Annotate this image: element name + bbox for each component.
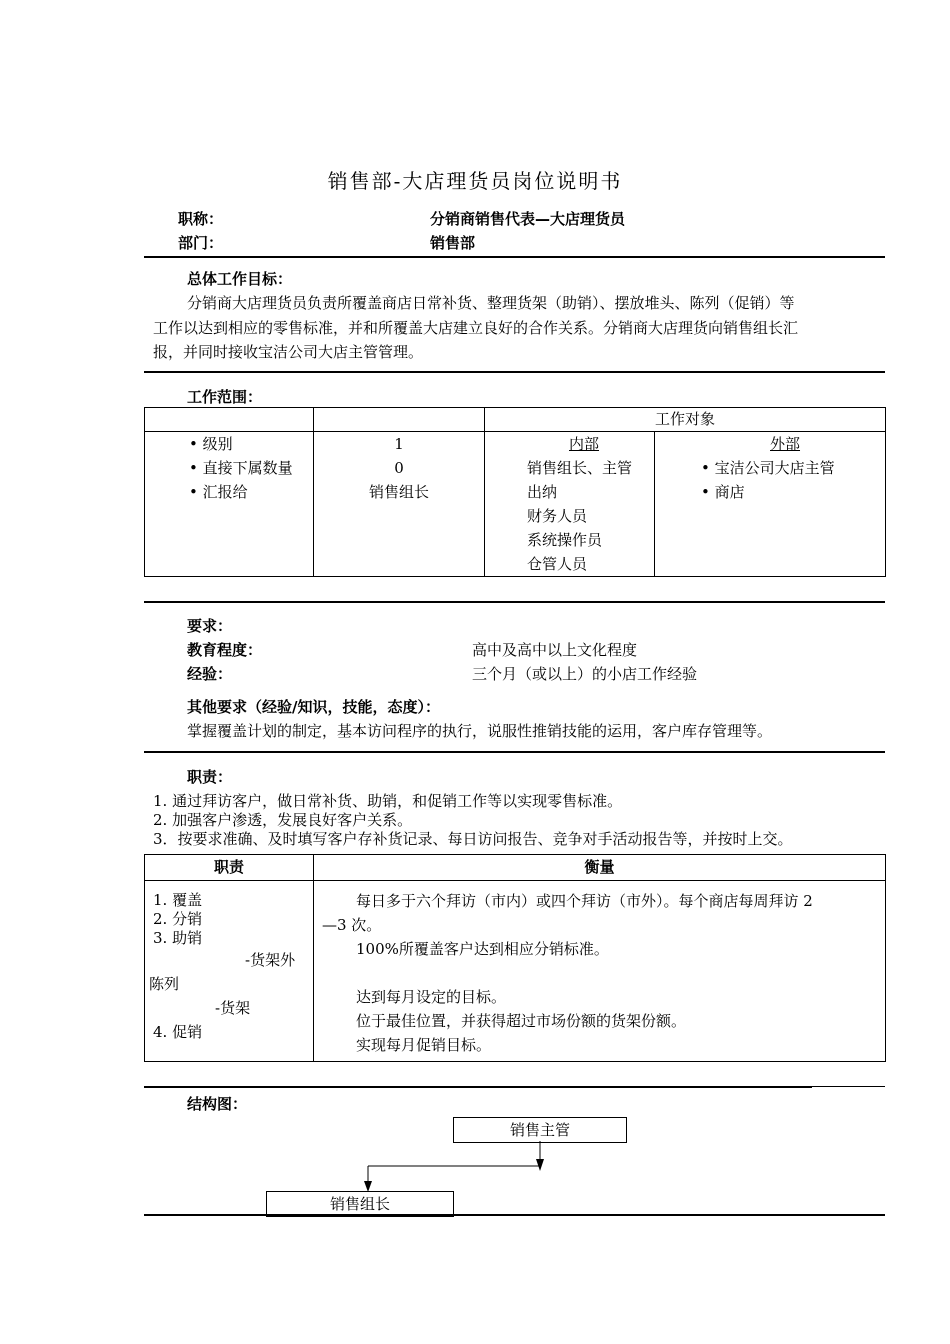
scope-heading: 工作范围： — [187, 388, 263, 406]
external-cell — [655, 432, 886, 577]
internal-item: 出纳 — [527, 483, 558, 501]
measure-line: 100%所覆盖客户达到相应分销标准。 — [356, 940, 609, 958]
document-title: 销售部-大店理货员岗位说明书 — [327, 169, 623, 193]
dept-label: 部门： — [178, 234, 224, 252]
internal-title: 内部 — [569, 435, 600, 453]
experience-value: 三个月（或以上）的小店工作经验 — [472, 665, 698, 683]
requirements-heading: 要求： — [187, 617, 233, 635]
education-value: 高中及高中以上文化程度 — [472, 641, 638, 659]
scope-item: • 直接下属数量 — [189, 459, 293, 477]
measure-line: 每日多于六个拜访（市内）或四个拜访（市外）。每个商店每周拜访 2 — [356, 892, 813, 910]
internal-item: 财务人员 — [527, 507, 588, 525]
measure-cell — [314, 881, 886, 1062]
work-object-header: 工作对象 — [485, 408, 886, 432]
goal-line: 报，并同时接收宝洁公司大店主管管理。 — [153, 343, 424, 361]
measure-line: 实现每月促销目标。 — [356, 1036, 492, 1054]
duty-line: -货架外 — [245, 951, 296, 969]
external-title: 外部 — [770, 435, 801, 453]
duty-cell — [145, 881, 314, 1062]
goal-line: 分销商大店理货员负责所覆盖商店日常补货、整理货架（助销）、摆放堆头、陈列（促销）等 — [187, 294, 795, 312]
divider — [144, 751, 885, 753]
scope-value: 销售组长 — [368, 483, 429, 501]
scope-header-blank — [145, 408, 314, 432]
scope-items-cell — [145, 432, 314, 577]
divider — [812, 1086, 885, 1087]
divider — [144, 601, 885, 603]
dept-value: 销售部 — [430, 234, 476, 252]
goal-heading: 总体工作目标： — [187, 270, 293, 288]
experience-label: 经验： — [187, 665, 233, 683]
scope-item: • 级别 — [189, 435, 233, 453]
internal-cell — [485, 432, 655, 577]
divider — [144, 1086, 812, 1088]
scope-table — [144, 407, 886, 577]
scope-value: 0 — [394, 459, 404, 477]
scope-value: 1 — [394, 435, 404, 453]
duty-line: -货架 — [215, 999, 251, 1017]
internal-item: 系统操作员 — [527, 531, 603, 549]
internal-item: 仓管人员 — [527, 555, 588, 573]
scope-header-blank — [314, 408, 485, 432]
org-box-supervisor: 销售主管 — [453, 1117, 627, 1143]
duty-line: 3. 助销 — [153, 929, 203, 947]
external-item: • 宝洁公司大店主管 — [701, 459, 835, 477]
measure-spacer — [322, 961, 885, 985]
goal-line: 工作以达到相应的零售标准，并和所覆盖大店建立良好的合作关系。分销商大店理货向销售组长汇 — [153, 319, 799, 337]
scope-values-cell — [314, 432, 485, 577]
duty-line: 陈列 — [149, 975, 180, 993]
duties-heading: 职责： — [187, 768, 233, 786]
measure-line: —3 次。 — [322, 916, 382, 934]
duty-line: 2. 分销 — [153, 910, 203, 928]
other-requirements-text: 掌握覆盖计划的制定，基本访问程序的执行，说服性推销技能的运用，客户库存管理等。 — [187, 722, 773, 740]
divider — [144, 1214, 885, 1216]
measure-line: 位于最佳位置，并获得超过市场份额的货架份额。 — [356, 1012, 687, 1030]
position-value: 分销商销售代表—大店理货员 — [430, 210, 626, 228]
education-label: 教育程度： — [187, 641, 263, 659]
external-item: • 商店 — [701, 483, 745, 501]
structure-heading: 结构图： — [187, 1095, 248, 1113]
divider — [144, 371, 885, 373]
org-connector — [360, 1141, 550, 1193]
duty-list-item: 3．按要求准确、及时填写客户存补货记录、每日访问报告、竞争对手活动报告等，并按时上交。 — [153, 830, 793, 848]
position-label: 职称： — [178, 210, 224, 228]
duty-list-item: 2. 加强客户渗透，发展良好客户关系。 — [153, 811, 413, 829]
divider — [144, 256, 885, 258]
duties-table — [144, 854, 886, 1062]
duty-column-header: 职责 — [145, 855, 314, 881]
measure-column-header: 衡量 — [314, 855, 886, 881]
scope-item: • 汇报给 — [189, 483, 248, 501]
other-requirements-heading: 其他要求（经验/知识，技能，态度）： — [187, 698, 440, 716]
duty-list-item: 1. 通过拜访客户，做日常补货、助销，和促销工作等以实现零售标准。 — [153, 792, 623, 810]
internal-item: 销售组长、主管 — [527, 459, 633, 477]
duty-line: 1. 覆盖 — [153, 891, 203, 909]
org-box-team-leader: 销售组长 — [266, 1191, 454, 1217]
duty-line: 4. 促销 — [153, 1023, 203, 1041]
measure-line: 达到每月设定的目标。 — [356, 988, 507, 1006]
